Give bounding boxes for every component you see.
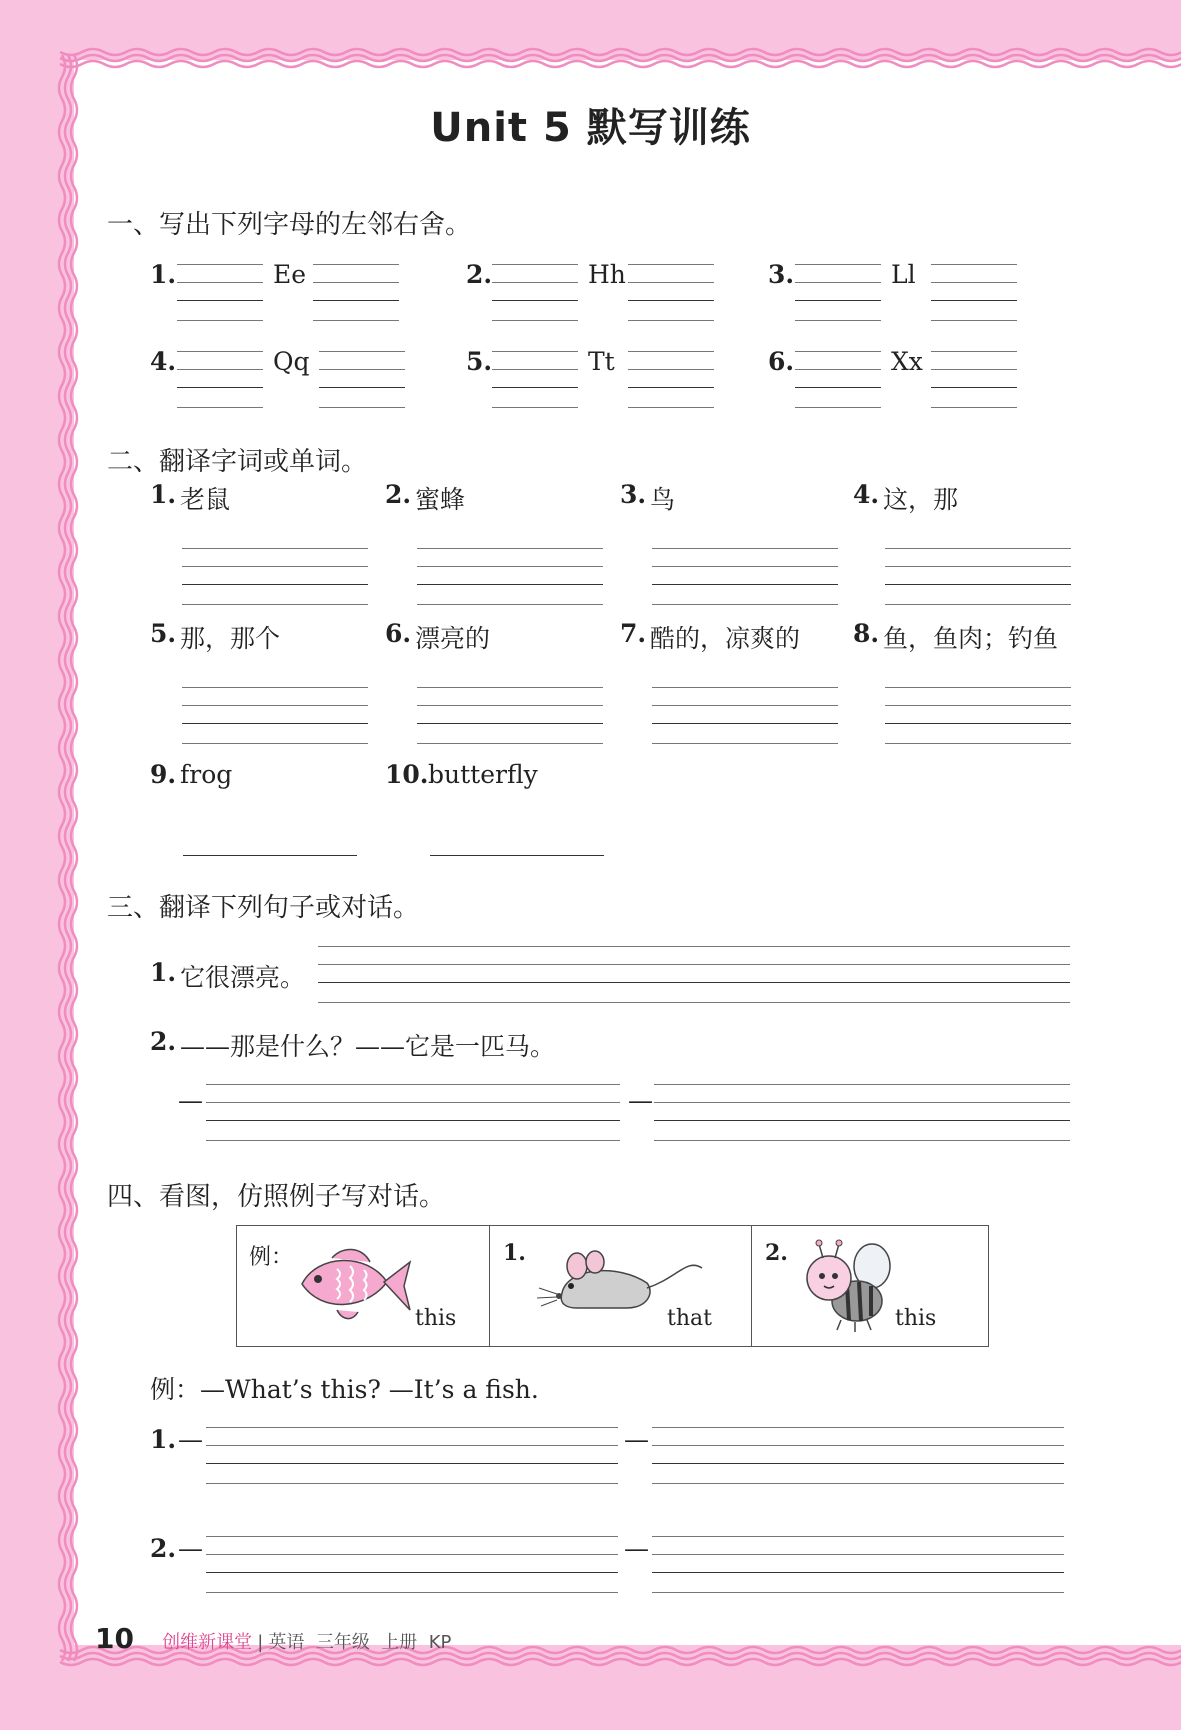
guide-line	[319, 351, 405, 352]
vocab-item-text: butterfly	[428, 760, 538, 789]
answer-line[interactable]	[318, 982, 1070, 983]
guide-line	[206, 1536, 618, 1537]
vocab-item-text: 那，那个	[180, 624, 281, 653]
letter-item-number: 4.	[150, 347, 177, 376]
letter-item-number: 1.	[150, 260, 177, 289]
guide-line	[795, 351, 881, 352]
letter-item-number: 6.	[768, 347, 795, 376]
guide-line	[654, 1084, 1070, 1085]
guide-line	[628, 264, 714, 265]
guide-line	[652, 1427, 1064, 1428]
answer-line[interactable]	[417, 723, 603, 724]
guide-line	[652, 566, 838, 567]
answer-line[interactable]	[183, 855, 357, 856]
guide-line	[182, 548, 368, 549]
cell2-word: this	[895, 1306, 937, 1331]
vocab-item-text: 鱼，鱼肉；钓鱼	[883, 624, 1059, 653]
section1-heading: 一、写出下列字母的左邻右舍。	[107, 210, 472, 240]
guide-line	[206, 1592, 618, 1593]
guide-line	[182, 743, 368, 744]
answer-line[interactable]	[417, 584, 603, 585]
footer	[95, 1622, 451, 1655]
guide-line	[417, 743, 603, 744]
brand-name: 创维新课堂	[162, 1632, 253, 1653]
guide-line	[885, 743, 1071, 744]
answer-line[interactable]	[931, 300, 1017, 301]
dialogue-dash: —	[178, 1086, 203, 1115]
guide-line	[177, 369, 263, 370]
book-info: 英语 三年级 上册 KP	[268, 1632, 452, 1653]
example-dialogue: —What’s this? —It’s a fish.	[200, 1375, 539, 1404]
vocab-item-text: 蜜蜂	[415, 485, 466, 514]
sentence-item-text: ——那是什么？——它是一匹马。	[180, 1032, 556, 1061]
vocab-item-text: 漂亮的	[415, 624, 491, 653]
guide-line	[319, 369, 405, 370]
answer-line[interactable]	[182, 723, 368, 724]
dialogue-dash: —	[178, 1534, 203, 1563]
vocab-item-text: frog	[180, 760, 233, 789]
guide-line	[795, 369, 881, 370]
guide-line	[885, 604, 1071, 605]
guide-line	[931, 282, 1017, 283]
answer-line[interactable]	[652, 723, 838, 724]
guide-line	[417, 548, 603, 549]
guide-line	[652, 687, 838, 688]
guide-line	[628, 407, 714, 408]
vocab-item-number: 5.	[150, 619, 177, 648]
letter-item-number: 3.	[768, 260, 795, 289]
answer-line[interactable]	[430, 855, 604, 856]
fish-icon	[292, 1244, 412, 1324]
vocab-item-text: 酷的，凉爽的	[650, 624, 801, 653]
guide-line	[319, 407, 405, 408]
dialogue-dash: —	[624, 1534, 649, 1563]
vocab-item-number: 9.	[150, 760, 177, 789]
guide-line	[177, 320, 263, 321]
guide-line	[652, 1483, 1064, 1484]
guide-line	[652, 705, 838, 706]
vocab-item-text: 鸟	[650, 485, 676, 514]
guide-line	[492, 320, 578, 321]
answer-line[interactable]	[177, 387, 263, 388]
letter-item-letter: Ee	[273, 260, 307, 289]
dialogue-dash: —	[178, 1425, 203, 1454]
vocab-item-number: 8.	[853, 619, 880, 648]
page-title: Unit 5 默写训练	[430, 105, 751, 151]
guide-line	[652, 1592, 1064, 1593]
guide-line	[931, 264, 1017, 265]
guide-line	[652, 1445, 1064, 1446]
answer-line[interactable]	[654, 1120, 1070, 1121]
sentence-item-text: 它很漂亮。	[180, 963, 306, 992]
guide-line	[182, 604, 368, 605]
guide-line	[182, 566, 368, 567]
cell2-label: 2.	[765, 1240, 788, 1266]
vocab-item-number: 2.	[385, 480, 412, 509]
guide-line	[206, 1084, 620, 1085]
guide-line	[177, 351, 263, 352]
guide-line	[417, 705, 603, 706]
guide-line	[492, 264, 578, 265]
answer-line[interactable]	[177, 300, 263, 301]
answer-line[interactable]	[652, 1463, 1064, 1464]
page-number: 10	[95, 1622, 134, 1655]
guide-line	[313, 264, 399, 265]
guide-line	[206, 1140, 620, 1141]
answer-line[interactable]	[628, 300, 714, 301]
answer-line[interactable]	[313, 300, 399, 301]
vocab-item-number: 10.	[385, 760, 429, 789]
guide-line	[795, 264, 881, 265]
guide-line	[417, 604, 603, 605]
guide-line	[654, 1140, 1070, 1141]
answer-line[interactable]	[795, 300, 881, 301]
answer-line[interactable]	[206, 1463, 618, 1464]
letter-item-letter: Tt	[588, 347, 615, 376]
guide-line	[652, 1536, 1064, 1537]
letter-item-number: 2.	[466, 260, 493, 289]
answer-line[interactable]	[652, 1572, 1064, 1573]
guide-line	[318, 946, 1070, 947]
guide-line	[313, 320, 399, 321]
guide-line	[177, 264, 263, 265]
answer-line[interactable]	[931, 387, 1017, 388]
answer-line[interactable]	[628, 387, 714, 388]
guide-line	[182, 705, 368, 706]
guide-line	[182, 687, 368, 688]
vocab-item-number: 3.	[620, 480, 647, 509]
answer-line[interactable]	[885, 723, 1071, 724]
vocab-item-number: 6.	[385, 619, 412, 648]
picture-table	[236, 1225, 989, 1347]
guide-line	[795, 407, 881, 408]
vocab-item-number: 4.	[853, 480, 880, 509]
sentence-item-number: 2.	[150, 1027, 177, 1056]
guide-line	[885, 705, 1071, 706]
cell1-word: that	[667, 1306, 712, 1331]
dialogue-item-number: 2.	[150, 1534, 177, 1563]
dialogue-dash: —	[624, 1425, 649, 1454]
answer-line[interactable]	[182, 584, 368, 585]
guide-line	[628, 351, 714, 352]
answer-line[interactable]	[492, 387, 578, 388]
guide-line	[417, 687, 603, 688]
guide-line	[654, 1102, 1070, 1103]
guide-line	[931, 407, 1017, 408]
guide-line	[206, 1427, 618, 1428]
guide-line	[206, 1554, 618, 1555]
bee-icon	[797, 1236, 907, 1336]
example-label: 例：	[150, 1375, 201, 1404]
letter-item-letter: Xx	[891, 347, 923, 376]
guide-line	[492, 407, 578, 408]
guide-line	[628, 282, 714, 283]
guide-line	[492, 351, 578, 352]
dialogue-item-number: 1.	[150, 1425, 177, 1454]
answer-line[interactable]	[206, 1120, 620, 1121]
guide-line	[206, 1483, 618, 1484]
guide-line	[206, 1445, 618, 1446]
guide-line	[492, 282, 578, 283]
section3-heading: 三、翻译下列句子或对话。	[107, 893, 420, 923]
guide-line	[313, 282, 399, 283]
guide-line	[417, 566, 603, 567]
cell1-label: 1.	[503, 1240, 526, 1266]
section2-heading: 二、翻译字词或单词。	[107, 447, 368, 477]
guide-line	[795, 282, 881, 283]
example-cell-label: 例：	[249, 1245, 294, 1270]
answer-line[interactable]	[319, 387, 405, 388]
guide-line	[177, 282, 263, 283]
answer-line[interactable]	[206, 1572, 618, 1573]
vocab-item-text: 这，那	[883, 485, 959, 514]
guide-line	[885, 548, 1071, 549]
guide-line	[885, 566, 1071, 567]
guide-line	[628, 369, 714, 370]
guide-line	[652, 548, 838, 549]
answer-line[interactable]	[795, 387, 881, 388]
guide-line	[652, 743, 838, 744]
vocab-item-text: 老鼠	[180, 485, 231, 514]
letter-item-letter: Qq	[273, 347, 310, 376]
answer-line[interactable]	[652, 584, 838, 585]
guide-line	[931, 320, 1017, 321]
vocab-item-number: 7.	[620, 619, 647, 648]
footer-separator: |	[257, 1632, 264, 1653]
answer-line[interactable]	[492, 300, 578, 301]
guide-line	[492, 369, 578, 370]
example-cell-word: this	[415, 1306, 457, 1331]
guide-line	[795, 320, 881, 321]
vocab-item-number: 1.	[150, 480, 177, 509]
guide-line	[318, 964, 1070, 965]
section4-heading: 四、看图，仿照例子写对话。	[107, 1182, 446, 1212]
letter-item-letter: Hh	[588, 260, 626, 289]
letter-item-letter: Ll	[891, 260, 916, 289]
guide-line	[177, 407, 263, 408]
guide-line	[628, 320, 714, 321]
answer-line[interactable]	[885, 584, 1071, 585]
guide-line	[206, 1102, 620, 1103]
guide-line	[931, 351, 1017, 352]
sentence-item-number: 1.	[150, 958, 177, 987]
guide-line	[885, 687, 1071, 688]
guide-line	[931, 369, 1017, 370]
letter-item-number: 5.	[466, 347, 493, 376]
guide-line	[652, 1554, 1064, 1555]
dialogue-dash: —	[628, 1086, 653, 1115]
guide-line	[652, 604, 838, 605]
guide-line	[318, 1002, 1070, 1003]
